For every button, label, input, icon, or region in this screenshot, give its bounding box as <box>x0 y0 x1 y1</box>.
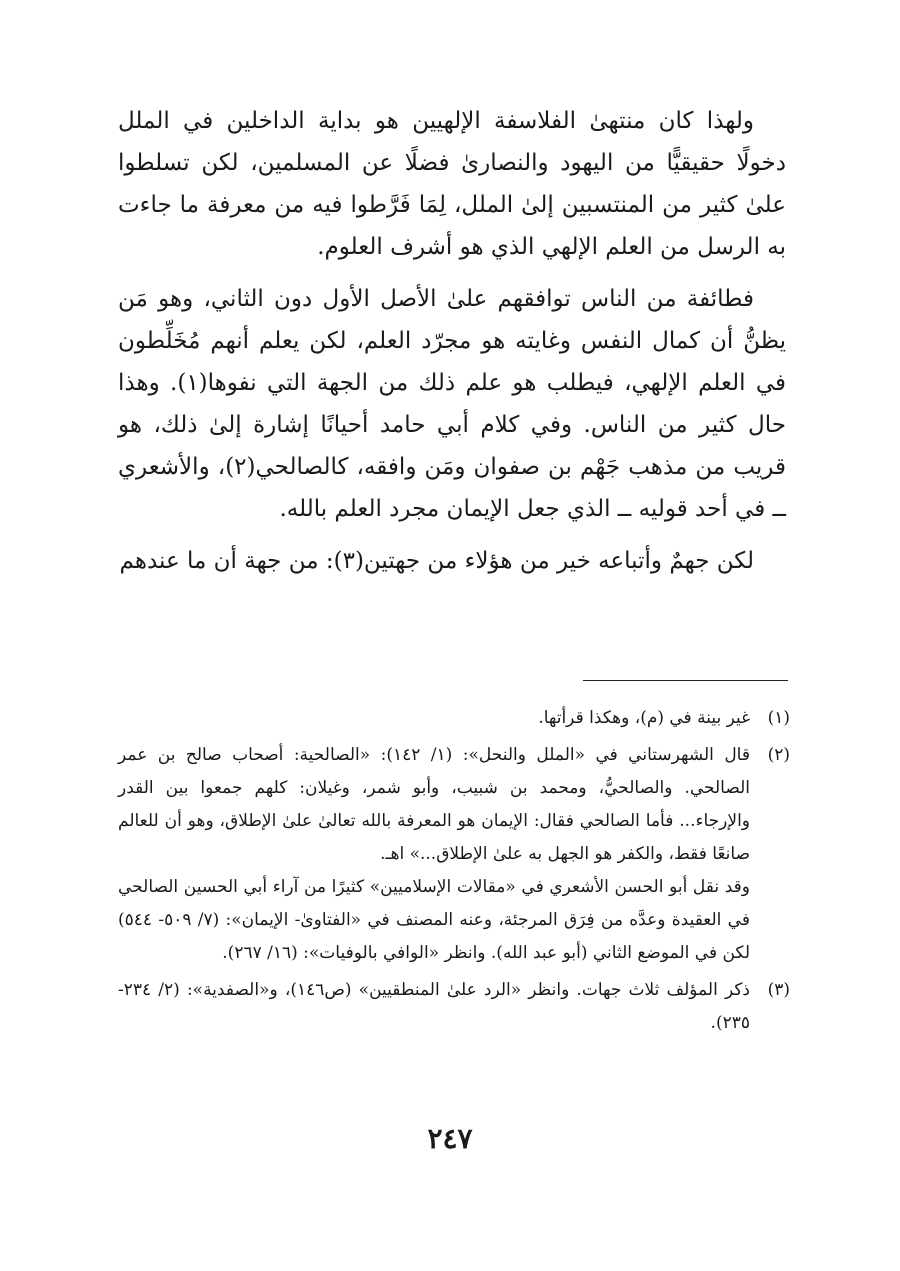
footnotes <box>118 702 790 1044</box>
footnote-line: غير بينة في (م)، وهكذا قرأتها. <box>538 708 750 728</box>
footnote-number: (١) <box>767 708 790 728</box>
footnote-line: ذكر المؤلف ثلاث جهات. وانظر «الرد علىٰ المنطقيين» (ص١٤٦)، و«الصفدية»: (٢/ ٢٣٤- ٢٣٥). <box>118 980 750 1033</box>
footnote-separator <box>583 680 788 681</box>
page-number: ٢٤٧ <box>427 1122 473 1155</box>
paragraph: فطائفة من الناس توافقهم علىٰ الأصل الأول دون الثاني، وهو مَن يظنُّ أن كمال النفس وغايته هو مجرّد العلم، لكن يعلم أنهم مُخَلِّطون في العلم الإلهي، فيطلب هو علم ذلك من الجهة التي نفوها(١). وهذا حال كثير من الناس. وفي كلام أبي حامد أحيانًا إشارة إلىٰ ذلك، هو قريب من مذهب جَهْم بن صفوان ومَن وافقه، كالصالحي(٢)، والأشعري ــ في أحد قوليه ــ الذي جعل الإيمان مجرد العلم بالله. <box>118 286 787 522</box>
footnote-text <box>118 702 750 735</box>
paragraph: لكن جهمٌ وأتباعه خير من هؤلاء من جهتين(٣): من جهة أن ما عندهم <box>119 548 754 574</box>
footnote-line: قال الشهرستاني في «الملل والنحل»: (١/ ١٤٢): «الصالحية: أصحاب صالح بن عمر الصالحي. والصالحيُّ، ومحمد بن شبيب، وأبو شمر، وغيلان: كلهم جمعوا بين القدر والإرجاء... فأما الصالحي فقال: الإيمان هو المعرفة بالله تعالىٰ علىٰ الإطلاق، وهو أن للعالم صانعًا فقط، والكفر هو الجهل به علىٰ الإطلاق...» اهـ. <box>118 745 750 864</box>
footnote <box>118 702 790 735</box>
footnote <box>118 974 790 1040</box>
footnote <box>118 739 790 970</box>
footnote-text <box>118 739 750 970</box>
footnote-number: (٢) <box>767 745 790 765</box>
main-text-body <box>118 100 786 592</box>
footnote-text <box>118 974 750 1040</box>
footnote-line: وقد نقل أبو الحسن الأشعري في «مقالات الإسلاميين» كثيرًا من آراء أبي الحسين الصالحي في العقيدة وعدَّه من فِرَق المرجئة، وعنه المصنف في «الفتاوىٰ- الإيمان»: (٧/ ٥٠٩- ٥٤٤) لكن في الموضع الثاني (أبو عبد الله). وانظر «الوافي بالوفيات»: (١٦/ ٢٦٧). <box>118 877 750 963</box>
footnote-number: (٣) <box>767 980 790 1000</box>
paragraph: ولهذا كان منتهىٰ الفلاسفة الإلهيين هو بداية الداخلين في الملل دخولًا حقيقيًّا من اليهود والنصارىٰ فضلًا عن المسلمين، لكن تسلطوا علىٰ كثير من المنتسبين إلىٰ الملل، لِمَا فَرَّطوا فيه من معرفة ما جاءت به الرسل من العلم الإلهي الذي هو أشرف العلوم. <box>118 108 786 260</box>
